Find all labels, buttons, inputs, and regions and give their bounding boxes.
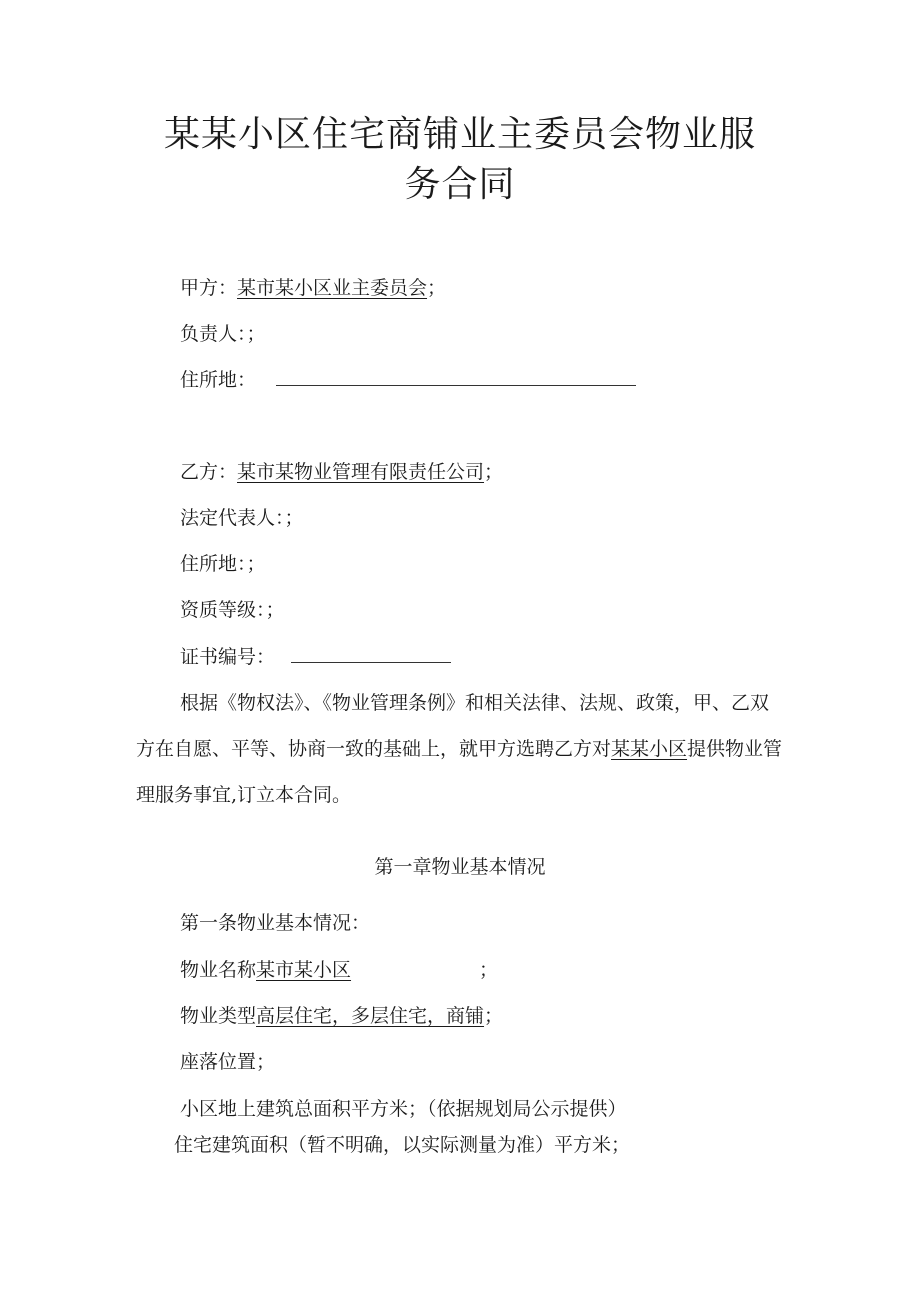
preamble-text-after: 提供物业管理服务事宜,订立本合同。 — [136, 738, 783, 806]
property-name-value: 某市某小区 — [256, 959, 352, 981]
property-residential-area: 住宅建筑面积（暂不明确，以实际测量为准）平方米； — [174, 1134, 631, 1156]
party-b-address: 住所地：； — [180, 553, 266, 575]
property-total-area: 小区地上建筑总面积平方米；（依据规划局公示提供） — [180, 1098, 627, 1120]
preamble-paragraph — [136, 680, 786, 818]
article-1-heading: 第一条物业基本情况： — [180, 912, 371, 934]
party-a-line — [180, 275, 446, 301]
party-b-name: 某市某物业管理有限责任公司 — [237, 461, 485, 483]
party-b-line — [180, 459, 503, 485]
property-name-label: 物业名称 — [180, 959, 257, 981]
party-a-label: 甲方： — [180, 277, 238, 299]
property-name-end: ； — [479, 959, 499, 981]
party-b-cert-line — [180, 644, 451, 670]
party-b-cert-blank — [291, 644, 451, 663]
party-b-label: 乙方： — [180, 461, 238, 483]
preamble-text-before: 根据《物权法》、《物业管理条例》和相关法律、法规、政策，甲、乙双方在自愿、平等、协商一致的基础上，就甲方选聘乙方对 — [136, 692, 770, 760]
party-a-name-end: ； — [427, 277, 447, 299]
property-location: 座落位置； — [180, 1051, 276, 1073]
preamble-property: 某某小区 — [611, 738, 688, 760]
party-a-address-line — [180, 367, 636, 393]
party-a-responsible: 负责人：； — [180, 323, 266, 345]
party-a-address-label: 住所地： — [180, 369, 257, 391]
property-type-label: 物业类型 — [180, 1005, 257, 1027]
property-type-value: 高层住宅，多层住宅，商铺 — [256, 1005, 485, 1027]
document-title: 某某小区住宅商铺业主委员会物业服务合同 — [163, 114, 756, 205]
property-type-line — [180, 1003, 503, 1029]
property-type-end: ； — [484, 1005, 504, 1027]
chapter-heading: 第一章物业基本情况 — [374, 856, 546, 878]
party-a-address-blank — [276, 367, 636, 386]
party-b-representative: 法定代表人：； — [180, 507, 304, 529]
property-name-line — [180, 957, 498, 983]
party-b-name-end: ； — [484, 461, 504, 483]
party-b-qualification: 资质等级：； — [180, 599, 285, 621]
party-b-cert-label: 证书编号： — [180, 646, 276, 668]
party-a-name: 某市某小区业主委员会 — [237, 277, 428, 299]
